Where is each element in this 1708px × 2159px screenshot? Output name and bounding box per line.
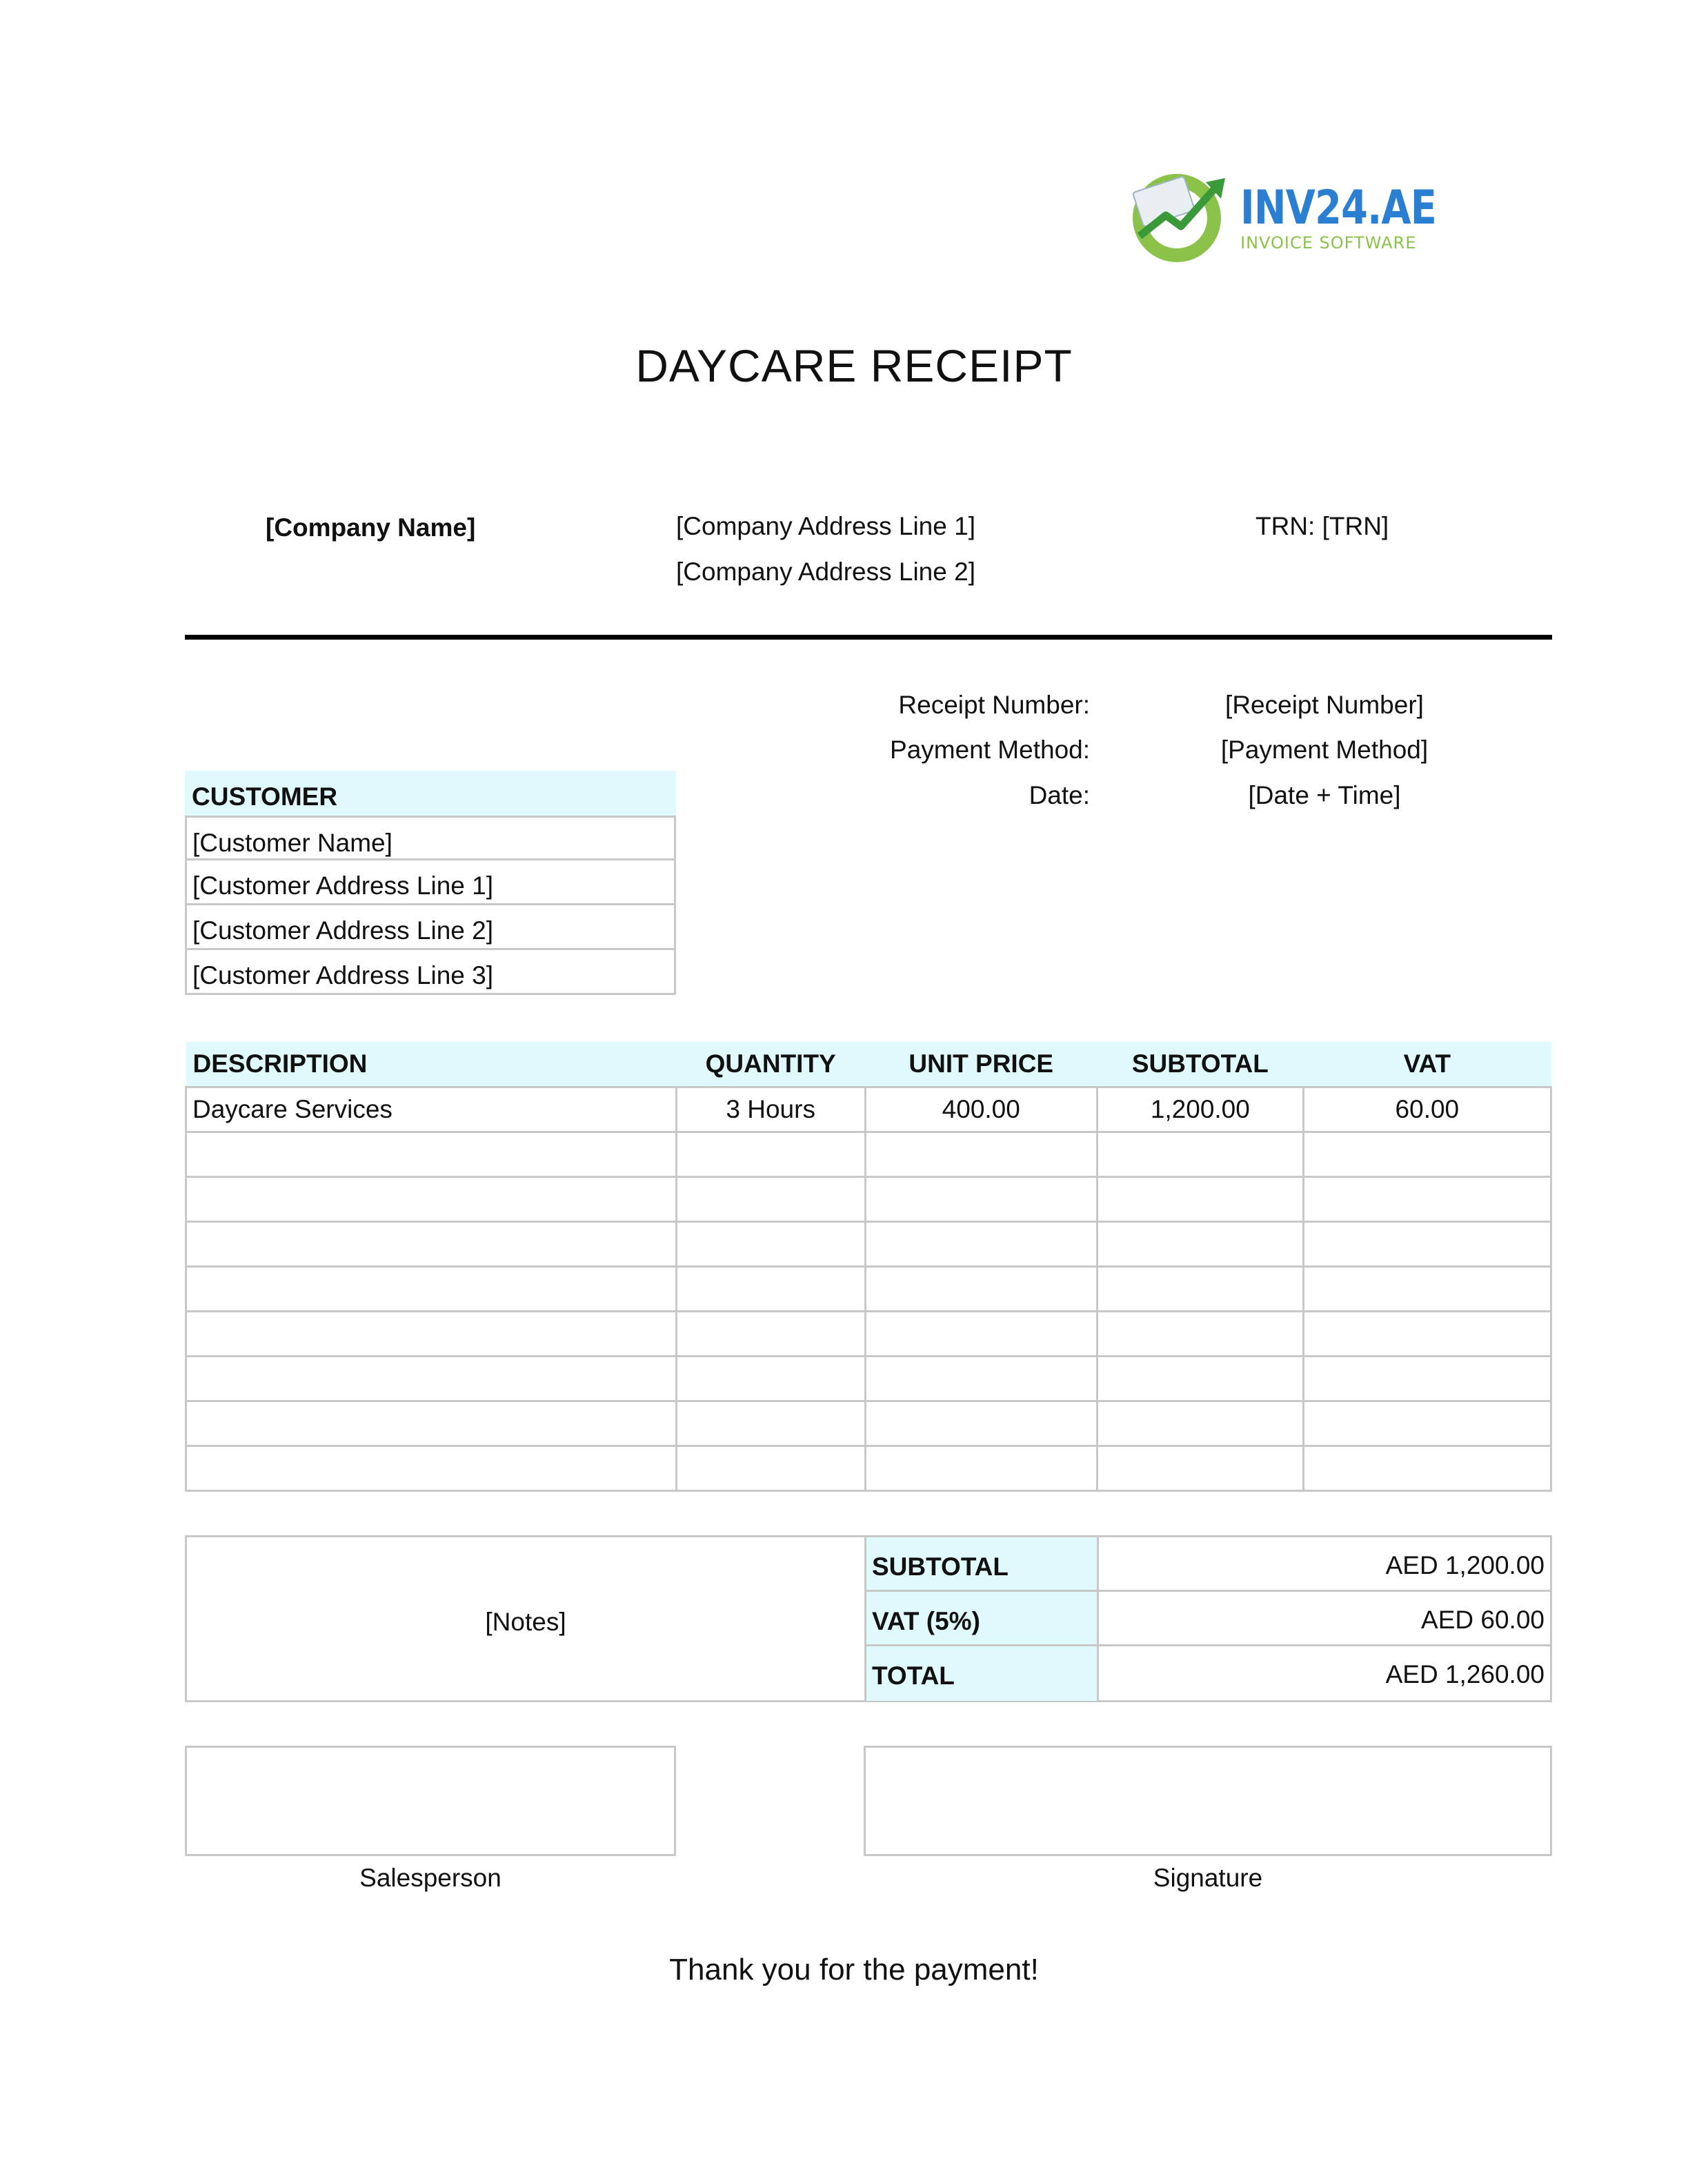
subtotal-label: SUBTOTAL: [866, 1537, 1099, 1592]
logo-brand-text: INV24.AE: [1240, 181, 1437, 235]
item-unit-price: [865, 1356, 1097, 1401]
item-unit-price: 400.00: [865, 1087, 1097, 1132]
column-header-quantity: QUANTITY: [676, 1042, 865, 1087]
customer-block: [185, 771, 676, 995]
column-header-unit-price: UNIT PRICE: [865, 1042, 1097, 1087]
table-row: [186, 1401, 1551, 1446]
item-description: [186, 1266, 677, 1311]
table-row: [186, 1132, 1551, 1176]
item-quantity: [676, 1311, 865, 1356]
item-description: [186, 1311, 677, 1356]
table-row: [186, 1311, 1551, 1356]
total-label: TOTAL: [866, 1646, 1099, 1701]
item-description: [186, 1446, 677, 1490]
payment-method-value: [Payment Method]: [1220, 736, 1429, 764]
signature-box: [864, 1746, 1552, 1856]
vat-label: VAT (5%): [866, 1592, 1099, 1646]
customer-heading: CUSTOMER: [185, 771, 676, 816]
table-row: [186, 1266, 1551, 1311]
payment-method-label: Payment Method:: [890, 736, 1090, 764]
item-unit-price: [865, 1311, 1097, 1356]
item-unit-price: [865, 1132, 1097, 1176]
item-unit-price: [865, 1446, 1097, 1490]
customer-address-line-1: [Customer Address Line 1]: [185, 860, 676, 905]
company-name: [Company Name]: [266, 513, 476, 542]
item-subtotal: [1097, 1311, 1303, 1356]
items-header-row: [186, 1042, 1551, 1087]
column-header-description: DESCRIPTION: [186, 1042, 677, 1087]
date-label: Date:: [1029, 781, 1090, 809]
item-subtotal: [1097, 1132, 1303, 1176]
item-description: [186, 1401, 677, 1446]
vat-value: AED 60.00: [1099, 1592, 1550, 1646]
item-quantity: [676, 1446, 865, 1490]
item-vat: [1303, 1311, 1551, 1356]
item-vat: [1303, 1356, 1551, 1401]
item-unit-price: [865, 1176, 1097, 1221]
item-unit-price: [865, 1401, 1097, 1446]
item-vat: [1303, 1221, 1551, 1266]
table-row: [186, 1446, 1551, 1490]
table-row: [186, 1221, 1551, 1266]
item-subtotal: [1097, 1221, 1303, 1266]
item-quantity: [676, 1356, 865, 1401]
item-unit-price: [865, 1221, 1097, 1266]
item-unit-price: [865, 1266, 1097, 1311]
company-address-line-1: [Company Address Line 1]: [676, 512, 975, 540]
table-row: [186, 1087, 1551, 1132]
item-vat: [1303, 1266, 1551, 1311]
customer-address-line-3: [Customer Address Line 3]: [185, 950, 676, 995]
company-trn: TRN: [TRN]: [1255, 512, 1389, 540]
item-quantity: [676, 1221, 865, 1266]
receipt-number-label: Receipt Number:: [898, 691, 1090, 719]
items-table: [185, 1042, 1552, 1492]
item-description: [186, 1176, 677, 1221]
item-description: [186, 1356, 677, 1401]
logo-tagline: INVOICE SOFTWARE: [1240, 233, 1417, 253]
item-subtotal: [1097, 1446, 1303, 1490]
item-subtotal: [1097, 1401, 1303, 1446]
item-quantity: [676, 1266, 865, 1311]
item-vat: 60.00: [1303, 1087, 1551, 1132]
logo-mark-icon: [1124, 164, 1235, 268]
item-description: [186, 1132, 677, 1176]
item-vat: [1303, 1176, 1551, 1221]
company-address-line-2: [Company Address Line 2]: [676, 558, 975, 586]
item-description: [186, 1221, 677, 1266]
header-divider: [185, 635, 1552, 640]
salesperson-box: [185, 1746, 676, 1856]
column-header-subtotal: SUBTOTAL: [1097, 1042, 1303, 1087]
item-quantity: [676, 1176, 865, 1221]
totals-block: [185, 1535, 1552, 1702]
item-subtotal: 1,200.00: [1097, 1087, 1303, 1132]
salesperson-label: Salesperson: [359, 1864, 502, 1892]
company-logo: [1124, 164, 1437, 268]
total-value: AED 1,260.00: [1385, 1660, 1545, 1688]
item-vat: [1303, 1446, 1551, 1490]
subtotal-value: AED 1,200.00: [1099, 1537, 1550, 1592]
column-header-vat: VAT: [1303, 1042, 1551, 1087]
thank-you-message: Thank you for the payment!: [669, 1953, 1039, 1987]
table-row: [186, 1356, 1551, 1401]
date-value: [Date + Time]: [1248, 781, 1401, 809]
customer-name: [Customer Name]: [185, 816, 676, 860]
item-subtotal: [1097, 1176, 1303, 1221]
document-title: DAYCARE RECEIPT: [635, 340, 1073, 391]
notes: [Notes]: [187, 1537, 866, 1700]
item-subtotal: [1097, 1356, 1303, 1401]
item-quantity: [676, 1132, 865, 1176]
item-quantity: 3 Hours: [676, 1087, 865, 1132]
item-vat: [1303, 1132, 1551, 1176]
item-quantity: [676, 1401, 865, 1446]
item-vat: [1303, 1401, 1551, 1446]
customer-address-line-2: [Customer Address Line 2]: [185, 905, 676, 950]
item-subtotal: [1097, 1266, 1303, 1311]
table-row: [186, 1176, 1551, 1221]
receipt-number-value: [Receipt Number]: [1225, 691, 1424, 719]
signature-label: Signature: [1153, 1864, 1263, 1892]
item-description: Daycare Services: [186, 1087, 677, 1132]
